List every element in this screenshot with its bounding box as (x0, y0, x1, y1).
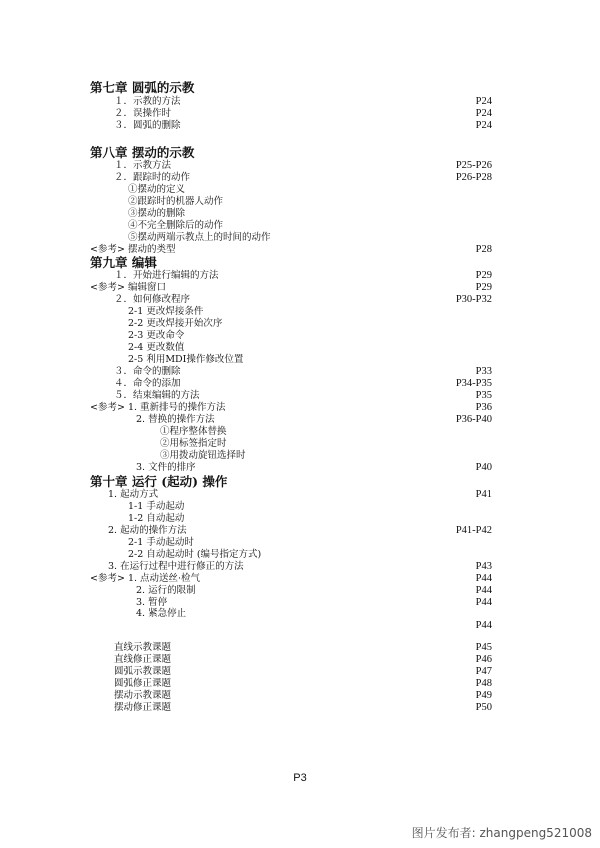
toc-item (0, 354, 600, 366)
toc-text: ４．命令的添加 (114, 378, 181, 389)
toc-text: 第九章 编辑 (90, 255, 157, 270)
toc-text: １．示教方法 (114, 160, 172, 171)
toc-item (0, 642, 600, 654)
toc-text: ②用标签指定时 (160, 438, 227, 449)
toc-item (0, 270, 600, 282)
toc-text: 第八章 摆动的示教 (90, 145, 195, 160)
toc-page: P48 (475, 678, 492, 689)
toc-item (0, 160, 600, 172)
toc-page: P30-P32 (455, 294, 492, 305)
toc-text: ２．如何修改程序 (114, 294, 191, 305)
toc-text: 2-1 手动起动时 (128, 537, 194, 548)
toc-item (0, 282, 600, 294)
toc-text: 3. 文件的排序 (136, 462, 196, 473)
toc-page: P44 (475, 597, 492, 608)
toc-item (0, 561, 600, 573)
toc-text: 直线示教课题 (114, 642, 172, 653)
toc-text: 3. 暂停 (136, 597, 168, 608)
toc-text: 2. 起动的操作方法 (108, 525, 187, 536)
toc-item (0, 501, 600, 513)
toc-text: 摆动示教课题 (114, 690, 172, 701)
toc-page: P47 (475, 666, 492, 677)
toc-page: P24 (475, 108, 492, 119)
toc-text: ３．圆弧的删除 (114, 120, 181, 131)
toc-text: 2. 替换的操作方法 (136, 414, 215, 425)
toc-text: 第七章 圆弧的示教 (90, 80, 195, 95)
toc-text: ２．跟踪时的动作 (114, 172, 191, 183)
toc-page: P24 (475, 96, 492, 107)
toc-text: ③摆动的删除 (128, 208, 186, 219)
toc-text: 1. 起动方式 (108, 489, 159, 500)
toc-page: P36 (475, 402, 492, 413)
toc-text: <参考> 摆动的类型 (90, 244, 176, 255)
toc-item (0, 172, 600, 184)
toc-item (0, 220, 600, 232)
toc-item (0, 462, 600, 474)
toc-text: 直线修正课题 (114, 654, 172, 665)
toc-item (0, 208, 600, 220)
toc-item (0, 702, 600, 714)
toc-item (0, 330, 600, 342)
publisher-credit: 图片发布者: zhangpeng521008 (411, 826, 592, 840)
toc-item (0, 390, 600, 402)
toc-item (0, 96, 600, 108)
toc-item (0, 549, 600, 561)
toc-item (0, 108, 600, 120)
toc-item (0, 366, 600, 378)
toc-item (0, 620, 600, 632)
toc-text: 2-2 更改焊接开始次序 (128, 318, 223, 329)
toc-text: 摆动修正课题 (114, 702, 172, 713)
toc-text: <参考> 编辑窗口 (90, 282, 166, 293)
toc-page: P35 (475, 390, 492, 401)
toc-page: P25-P26 (455, 160, 492, 171)
toc-item (0, 184, 600, 196)
toc-page: P40 (475, 462, 492, 473)
toc-chapter (0, 147, 600, 159)
toc-text: 4. 紧急停止 (136, 608, 187, 619)
toc-text: ①摆动的定义 (128, 184, 186, 195)
toc-text: 圆弧示教课题 (114, 666, 172, 677)
toc-chapter (0, 82, 600, 94)
toc-page: P29 (475, 282, 492, 293)
toc-text: <参考> 1. 重新排号的操作方法 (90, 402, 226, 413)
toc-text: 3. 在运行过程中进行修正的方法 (108, 561, 244, 572)
toc-text: ②跟踪时的机器人动作 (128, 196, 224, 207)
toc-item (0, 426, 600, 438)
toc-item (0, 573, 600, 585)
toc-page: P29 (475, 270, 492, 281)
toc-page: P28 (475, 244, 492, 255)
toc-item (0, 450, 600, 462)
toc-item (0, 654, 600, 666)
toc-item (0, 608, 600, 620)
toc-item (0, 690, 600, 702)
toc-item (0, 120, 600, 132)
toc-item (0, 342, 600, 354)
toc-page: P24 (475, 120, 492, 131)
toc-item (0, 585, 600, 597)
toc-text: ①程序整体替换 (160, 426, 227, 437)
toc-item (0, 666, 600, 678)
toc-item (0, 489, 600, 501)
toc-page: P45 (475, 642, 492, 653)
toc-item (0, 378, 600, 390)
toc-page: P34-P35 (455, 378, 492, 389)
toc-page: P33 (475, 366, 492, 377)
toc-text: ③用拨动旋钮选择时 (160, 450, 246, 461)
toc-text: 2-2 自动起动时 (编号指定方式) (128, 549, 262, 560)
toc-item (0, 402, 600, 414)
toc-text: ⑤摆动两端示教点上的时间的动作 (128, 232, 271, 243)
page-number: P3 (293, 772, 307, 784)
toc-item (0, 525, 600, 537)
toc-item (0, 678, 600, 690)
toc-page: P26-P28 (455, 172, 492, 183)
toc-text: 2-5 利用MDI操作修改位置 (128, 354, 244, 365)
toc-text: 2-1 更改焊接条件 (128, 306, 204, 317)
toc-item (0, 306, 600, 318)
toc-page: P50 (475, 702, 492, 713)
toc-page: P46 (475, 654, 492, 665)
toc-text: １．开始进行编辑的方法 (114, 270, 219, 281)
toc-page: P44 (475, 620, 492, 631)
toc-text: 2-4 更改数值 (128, 342, 185, 353)
toc-item (0, 414, 600, 426)
toc-page: P36-P40 (455, 414, 492, 425)
toc-text: ３．命令的删除 (114, 366, 181, 377)
toc-text: <参考> 1. 点动送丝·检气 (90, 573, 201, 584)
toc-chapter (0, 257, 600, 269)
toc-text: １．示教的方法 (114, 96, 181, 107)
toc-item (0, 438, 600, 450)
toc-text: 1-2 自动起动 (128, 513, 185, 524)
toc-page: P44 (475, 585, 492, 596)
toc-chapter (0, 476, 600, 488)
toc-text: 1-1 手动起动 (128, 501, 185, 512)
toc-text: ④不完全删除后的动作 (128, 220, 224, 231)
toc-item (0, 318, 600, 330)
toc-item (0, 294, 600, 306)
toc-item (0, 513, 600, 525)
toc-page: P49 (475, 690, 492, 701)
toc-text: 2. 运行的限制 (136, 585, 196, 596)
toc-page: P44 (475, 573, 492, 584)
toc-text: 第十章 运行 (起动) 操作 (90, 474, 228, 489)
toc-page: P41-P42 (455, 525, 492, 536)
toc-page: P43 (475, 561, 492, 572)
toc-text: 2-3 更改命令 (128, 330, 185, 341)
toc-item (0, 537, 600, 549)
toc-page: P41 (475, 489, 492, 500)
toc-text: ２．误操作时 (114, 108, 172, 119)
toc-item (0, 232, 600, 244)
toc-item (0, 196, 600, 208)
toc-text: ５．结束编辑的方法 (114, 390, 200, 401)
toc-text: 圆弧修正课题 (114, 678, 172, 689)
